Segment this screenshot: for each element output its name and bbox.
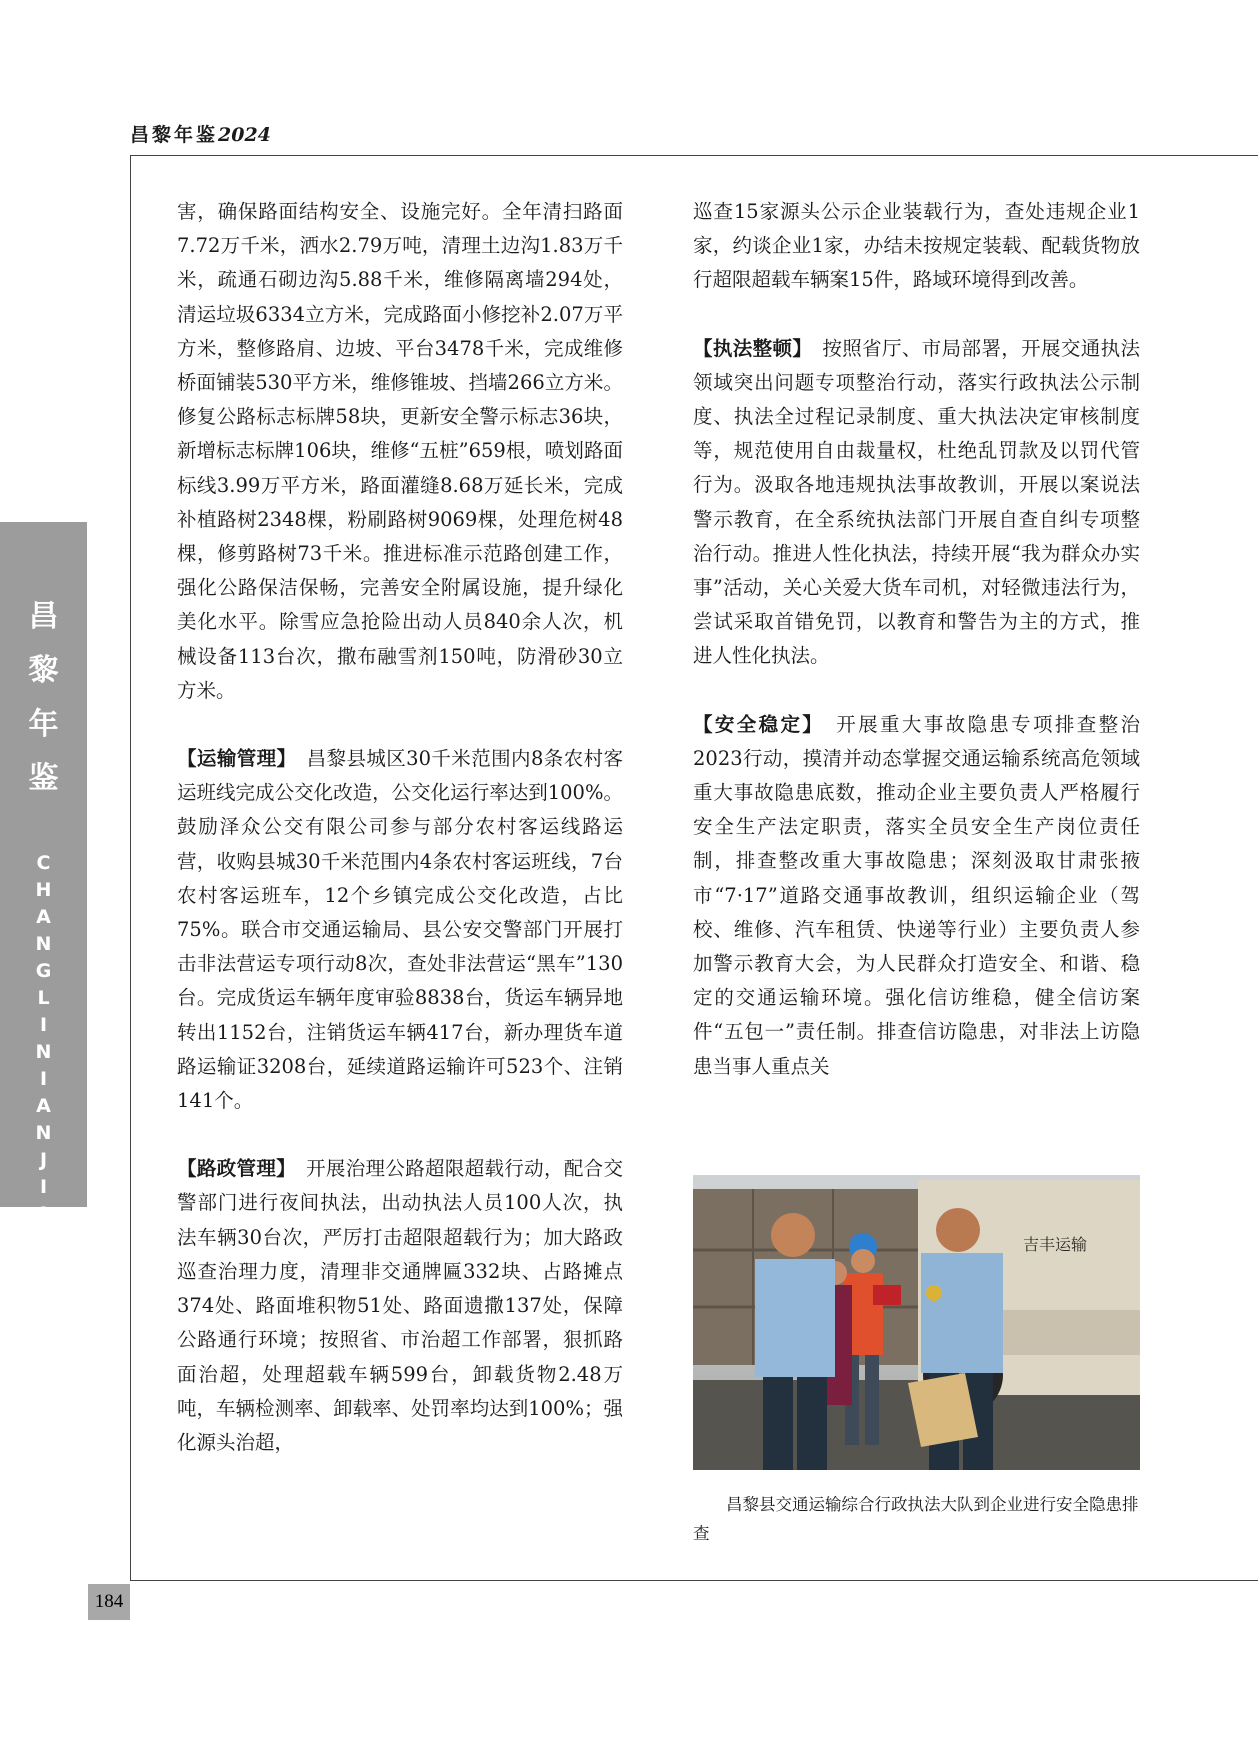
frame-top-rule <box>130 155 1258 156</box>
side-tab-letter: C <box>36 852 51 874</box>
section-heading: 【执法整顿】 <box>693 336 813 360</box>
side-tab-letter: G <box>35 960 52 982</box>
left-column <box>177 195 623 1460</box>
header-title-text: 昌黎年鉴 <box>130 124 219 146</box>
side-tab-letter: L <box>37 987 50 1009</box>
intro-paragraph: 害，确保路面结构安全、设施完好。全年清扫路面7.72万千米，洒水2.79万吨，清理土边沟1.83万千米，疏通石砌边沟5.88千米，维修隔离墙294处，清运垃圾6334立方米，完成路面小修挖补2.07万平方米，整修路肩、边坡、平台3478千米，完成维修桥面铺装530平方米，维修锥坡、挡墙266立方米。修复公路标志标牌58块，更新安全警示标志36块，新增标志标牌106块，维修“五桩”659根，喷划路面标线3.99万平方米，路面灌缝8.68万延长米，完成补植路树2348棵，粉刷路树9069棵，处理危树48棵，修剪路树73千米。推进标准示范路创建工作，强化公路保洁保畅，完善安全附属设施，提升绿化美化水平。除雪应急抢险出动人员840余人次，机械设备113台次，撒布融雪剂150吨，防滑砂30立方米。 <box>177 200 623 702</box>
transport-section <box>177 742 623 1118</box>
side-tab-letter: I <box>39 1068 48 1090</box>
side-tab-char: 昌 <box>28 599 59 634</box>
law-enforcement-section <box>693 332 1140 674</box>
cab-bumper <box>993 1310 1140 1355</box>
side-tab-letter: I <box>39 1176 48 1198</box>
header-year: 2024 <box>218 124 271 146</box>
photo-caption: 昌黎县交通运输综合行政执法大队到企业进行安全隐患排查 <box>693 1495 1139 1543</box>
section-text: 开展重大事故隐患专项排查整治2023行动，摸清并动态掌握交通运输系统高危领域重大事故隐患底数，推动企业主要负责人严格履行安全生产法定职责，落实全员安全生产岗位责任制，排查整改重大事故隐患；深刻汲取甘肃张掖市“7·17”道路交通事故教训，组织运输企业（驾校、维修、汽车租赁、快递等行业）主要负责人参加警示教育大会，为人民群众打造安全、和谐、稳定的交通运输环境。强化信访维稳，健全信访案件“五包一”责任制。排查信访隐患，对非法上访隐患当事人重点关 <box>693 712 1140 1078</box>
side-tab-letter: H <box>35 879 52 901</box>
officer-left-head <box>771 1213 815 1257</box>
section-heading: 【运输管理】 <box>177 747 297 771</box>
continued-paragraph: 巡查15家源头公示企业装载行为，查处违规企业1家，约谈企业1家，办结未按规定装载、配载货物放行超限超载车辆案15件，路域环境得到改善。 <box>693 200 1140 292</box>
section-heading: 【路政管理】 <box>177 1157 296 1181</box>
side-tab-letter: N <box>35 1041 52 1063</box>
officer-right-head <box>936 1208 980 1252</box>
truck-lettering: 吉丰运输 <box>1023 1235 1088 1254</box>
side-tab <box>0 522 87 1252</box>
frame-left-rule <box>130 155 131 1580</box>
side-tab-letter: N <box>35 1230 52 1252</box>
side-tab-char: 黎 <box>28 653 59 688</box>
side-tab-letter: A <box>36 1203 51 1225</box>
section-text: 按照省厅、市局部署，开展交通执法领域突出问题专项整治行动，落实行政执法公示制度、执法全过程记录制度、重大执法决定审核制度等，规范使用自由裁量权，杜绝乱罚款及以罚代管行为。汲取各地违规执法事故教训，开展以案说法警示教育，在全系统执法部门开展自查自纠专项整治行动。推进人性化执法，持续开展“我为群众办实事”活动，关心关爱大货车司机，对轻微违法行为，尝试采取首错免罚，以教育和警告为主的方式，推进人性化执法。 <box>693 336 1140 668</box>
safety-section <box>693 708 1140 1084</box>
notice-envelope <box>873 1285 901 1305</box>
side-tab-letter: J <box>39 1149 48 1171</box>
photo-illustration <box>693 1175 1140 1470</box>
side-tab-chinese <box>0 590 87 806</box>
side-tab-letter: A <box>36 906 51 928</box>
page-number: 184 <box>88 1584 130 1620</box>
yearbook-header <box>130 120 271 147</box>
side-tab-letter: I <box>39 1014 48 1036</box>
section-text: 昌黎县城区30千米范围内8条农村客运班线完成公交化改造，公交化运行率达到100%。鼓励泽众公交有限公司参与部分农村客运线路运营，收购县城30千米范围内4条农村客运班线，7台农村客运班车，12个乡镇完成公交化改造，占比75%。联合市交通运输局、县公安交警部门开展打击非法营运专项行动8次，查处非法营运“黑车”130台。完成货运车辆年度审验8838台，货运车辆异地转出1152台，注销货运车辆417台，新办理货车道路运输证3208台，延续道路运输许可523个、注销141个。 <box>177 747 623 1113</box>
road-admin-section <box>177 1152 623 1460</box>
side-tab-letter: N <box>35 933 52 955</box>
right-column <box>693 195 1140 1084</box>
badge-icon <box>926 1285 942 1301</box>
inspection-photo <box>693 1175 1140 1470</box>
side-tab-pinyin <box>0 850 87 1255</box>
officer-left-uniform <box>755 1259 835 1377</box>
side-tab-char: 年 <box>28 707 59 742</box>
officer-right-uniform <box>921 1253 1003 1373</box>
section-text: 开展治理公路超限超载行动，配合交警部门进行夜间执法，出动执法人员100人次，执法车辆30台次，严厉打击超限超载行为；加大路政巡查治理力度，清理非交通牌匾332块、占路摊点374处、路面堆积物51处、路面遗撒137处，保障公路通行环境；按照省、市治超工作部署，狠抓路面治超，处理超载车辆599台，卸载货物2.48万吨，车辆检测率、卸载率、处罚率均达到100%；强化源头治超， <box>177 1157 623 1454</box>
section-heading: 【安全稳定】 <box>693 712 825 736</box>
side-tab-letter: A <box>36 1095 51 1117</box>
frame-bottom-rule <box>130 1580 1258 1581</box>
side-tab-letter: N <box>35 1122 52 1144</box>
side-tab-char: 鉴 <box>28 761 59 796</box>
